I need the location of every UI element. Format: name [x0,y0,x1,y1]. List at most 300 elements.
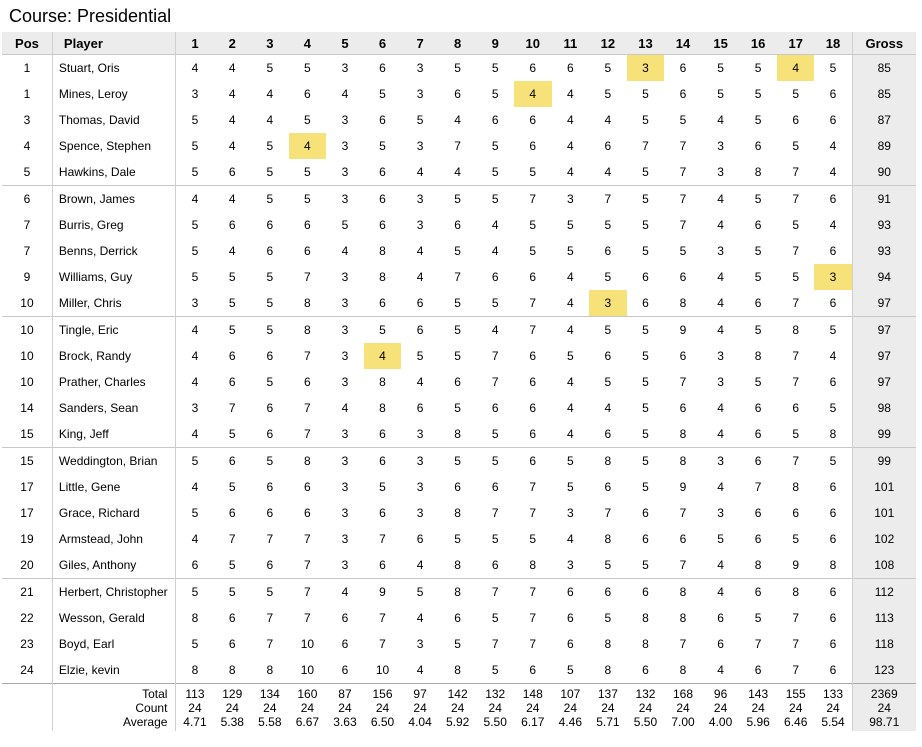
score-cell: 5 [176,579,214,606]
score-cell: 7 [304,270,311,284]
score-cell: 6 [829,87,837,101]
score-cell: 7 [792,165,800,179]
gross-cell: 99 [852,421,916,448]
score-cell: 4 [191,61,199,75]
table-row [2,290,916,317]
score-cell: 5 [491,532,499,546]
score-cell: 5 [627,186,665,213]
hole-count: 24 [563,701,577,715]
hole-header[interactable]: 10 [514,32,552,55]
score-cell: 5 [364,317,402,344]
score-cell: 6 [304,375,311,389]
table-row [2,186,916,213]
score-cell: 3 [717,506,724,520]
player-name[interactable]: Burris, Greg [52,212,176,238]
score-cell: 6 [454,87,461,101]
score-cell: 6 [228,637,236,651]
score-cell: 4 [566,113,574,127]
score-cell: 4 [191,349,199,363]
score-cell: 4 [829,165,837,179]
score-cell: 5 [454,244,461,258]
score-cell: 4 [416,165,424,179]
score-cell: 6 [491,401,499,415]
score-cell: 4 [176,317,214,344]
score-cell: 5 [228,270,236,284]
hole-total: 133 [823,687,844,701]
score-cell: 5 [604,558,612,572]
score-cell: 4 [341,87,349,101]
score-cell: 6 [228,218,236,232]
score-cell: 5 [754,113,762,127]
score-cell: 6 [266,558,274,572]
hole-summary [552,684,590,732]
score-cell: 6 [552,579,590,606]
hole-header[interactable]: 14 [664,32,702,55]
score-cell: 4 [176,186,214,213]
score-cell: 5 [491,427,499,441]
score-cell: 6 [717,611,724,625]
hole-header[interactable]: 8 [439,32,477,55]
player-header[interactable]: Player [52,32,176,55]
hole-count: 24 [225,701,239,715]
hole-average: 6.50 [370,715,395,729]
score-cell: 7 [529,506,537,520]
position-cell: 3 [2,107,52,133]
score-cell: 8 [228,663,236,677]
hole-total: 129 [222,687,243,701]
score-cell: 9 [364,579,402,606]
hole-count: 24 [789,701,803,715]
score-cell: 6 [454,611,461,625]
summary-row [2,684,916,732]
score-cell: 5 [642,218,649,232]
table-row [2,526,916,552]
score-cell: 5 [627,448,665,475]
hole-average: 6.46 [784,715,808,729]
score-cell: 4 [566,532,574,546]
hole-count: 24 [375,701,390,715]
score-cell: 6 [829,637,837,651]
hole-average: 4.04 [408,715,432,729]
gross-cell: 89 [852,133,916,159]
hole-header[interactable]: 4 [289,32,327,55]
score-cell: 5 [642,558,649,572]
score-cell: 7 [792,375,800,389]
hole-header[interactable]: 16 [739,32,777,55]
score-cell: 8 [777,579,815,606]
summary-pos-cell [2,684,52,732]
score-cell: 5 [792,532,800,546]
score-cell: 7 [679,637,687,651]
score-cell: 4 [566,296,574,310]
player-name[interactable]: Thomas, David [52,107,176,133]
score-cell: 4 [289,133,327,159]
score-cell: 5 [642,427,649,441]
score-cell: 7 [679,375,687,389]
score-cell: 5 [454,532,461,546]
score-cell: 8 [454,663,461,677]
score-cell: 8 [454,558,461,572]
pos-header[interactable]: Pos [2,32,52,55]
score-cell: 6 [364,448,402,475]
course-title: Course: Presidential [9,6,172,26]
score-cell: 5 [754,375,762,389]
score-cell: 8 [829,427,837,441]
score-cell: 8 [604,637,612,651]
player-name[interactable]: Williams, Guy [52,264,176,290]
score-cell: 8 [289,317,327,344]
player-name[interactable]: Giles, Anthony [52,552,176,579]
score-cell: 8 [304,296,311,310]
player-name[interactable]: Herbert, Christopher [52,579,176,606]
score-cell: 6 [642,506,649,520]
score-cell: 8 [792,480,800,494]
player-name[interactable]: Stuart, Oris [52,55,176,82]
score-cell: 6 [228,611,236,625]
hole-summary [364,684,402,732]
score-cell: 6 [566,611,574,625]
score-cell: 5 [454,296,461,310]
score-cell: 6 [679,532,687,546]
score-cell: 5 [416,349,424,363]
hole-total: 107 [560,687,581,701]
player-name[interactable]: Grace, Richard [52,500,176,526]
score-cell: 7 [491,349,499,363]
hole-average: 5.38 [220,715,244,729]
score-cell: 5 [191,244,199,258]
score-cell: 7 [454,139,461,153]
hole-total: 96 [713,687,728,701]
score-cell: 5 [341,218,349,232]
player-name[interactable]: Armstead, John [52,526,176,552]
score-cell: 6 [679,61,687,75]
hole-header[interactable]: 9 [476,32,514,55]
total-label: Total [142,687,168,701]
score-cell: 8 [679,296,687,310]
hole-average: 4.46 [558,715,582,729]
hole-summary [439,684,477,732]
hole-header[interactable]: 3 [251,32,289,55]
position-cell: 10 [2,290,52,317]
score-cell: 6 [642,296,649,310]
score-cell: 5 [566,480,574,494]
position-cell: 10 [2,369,52,395]
hole-summary [176,684,214,732]
score-cell: 4 [566,139,574,153]
score-cell: 3 [191,401,199,415]
score-cell: 6 [379,165,386,179]
score-cell: 6 [589,579,627,606]
score-cell: 6 [679,349,687,363]
score-cell: 4 [191,532,199,546]
hole-header[interactable]: 5 [326,32,364,55]
player-name[interactable]: Prather, Charles [52,369,176,395]
score-cell: 6 [341,663,349,677]
score-cell: 6 [454,480,461,494]
score-cell: 3 [627,55,665,82]
score-cell: 7 [679,139,687,153]
player-name[interactable]: Miller, Chris [52,290,176,317]
score-cell: 7 [529,480,537,494]
score-cell: 6 [379,558,386,572]
score-cell: 4 [717,480,724,494]
score-cell: 5 [251,448,289,475]
score-cell: 4 [829,349,837,363]
score-cell: 6 [529,270,537,284]
score-cell: 7 [266,611,274,625]
score-cell: 5 [754,244,762,258]
hole-header[interactable]: 15 [702,32,740,55]
score-cell: 7 [792,663,800,677]
score-cell: 6 [604,349,612,363]
score-cell: 3 [416,427,424,441]
hole-header[interactable]: 13 [627,32,665,55]
score-cell: 7 [529,611,537,625]
score-cell: 5 [439,186,477,213]
score-cell: 4 [491,244,499,258]
score-cell: 4 [266,87,274,101]
score-cell: 7 [304,401,311,415]
hole-total: 132 [635,687,656,701]
score-cell: 5 [529,218,537,232]
score-cell: 6 [829,480,837,494]
score-cell: 5 [266,270,274,284]
score-cell: 6 [379,506,386,520]
player-name[interactable]: Wesson, Gerald [52,605,176,631]
player-name[interactable]: Tingle, Eric [52,317,176,344]
score-cell: 6 [529,427,537,441]
score-cell: 4 [717,113,724,127]
score-cell: 5 [754,61,762,75]
score-cell: 6 [379,61,386,75]
score-cell: 6 [642,532,649,546]
score-cell: 4 [228,244,236,258]
score-cell: 3 [341,349,349,363]
score-cell: 7 [792,349,800,363]
score-cell: 7 [266,532,274,546]
score-cell: 8 [642,611,649,625]
score-cell: 8 [604,532,612,546]
hole-average: 4.00 [708,715,733,729]
score-cell: 5 [454,637,461,651]
gross-cell: 113 [852,605,916,631]
score-cell: 8 [439,579,477,606]
player-name[interactable]: Brock, Randy [52,343,176,369]
player-name[interactable]: Hawkins, Dale [52,159,176,186]
score-cell: 5 [642,113,649,127]
score-cell: 4 [777,55,815,82]
player-name[interactable]: King, Jeff [52,421,176,448]
score-cell: 6 [491,558,499,572]
hole-summary [702,684,740,732]
position-cell: 22 [2,605,52,631]
hole-average: 5.58 [258,715,282,729]
score-cell: 5 [627,317,665,344]
score-cell: 5 [251,317,289,344]
score-cell: 4 [416,558,424,572]
score-cell: 8 [829,558,837,572]
score-cell: 4 [702,317,740,344]
table-row [2,133,916,159]
hole-average: 6.17 [521,715,545,729]
gross-cell: 102 [852,526,916,552]
position-cell: 20 [2,552,52,579]
score-cell: 7 [792,244,800,258]
score-cell: 4 [191,427,199,441]
hole-summary [664,684,702,732]
score-cell: 6 [754,506,762,520]
hole-header[interactable]: 17 [777,32,815,55]
score-cell: 5 [228,296,236,310]
gross-cell: 85 [852,81,916,107]
score-cell: 6 [754,663,762,677]
player-name[interactable]: Sanders, Sean [52,395,176,421]
table-row [2,81,916,107]
score-cell: 6 [604,427,612,441]
score-cell: 5 [529,244,537,258]
score-cell: 5 [792,87,800,101]
score-cell: 7 [754,637,762,651]
hole-summary [401,684,439,732]
score-cell: 3 [191,87,199,101]
score-cell: 8 [589,448,627,475]
hole-count: 24 [188,701,202,715]
score-cell: 3 [416,480,424,494]
player-name[interactable]: Mines, Leroy [52,81,176,107]
score-cell: 5 [754,270,762,284]
player-name[interactable]: Weddington, Brian [52,448,176,475]
player-name[interactable]: Brown, James [52,186,176,213]
score-cell: 3 [566,558,574,572]
gross-cell: 90 [852,159,916,186]
score-cell: 6 [754,532,762,546]
hole-header[interactable]: 11 [552,32,590,55]
score-cell: 6 [829,532,837,546]
player-name[interactable]: Little, Gene [52,474,176,500]
score-cell: 9 [679,480,687,494]
score-cell: 4 [717,218,724,232]
hole-header[interactable]: 6 [364,32,402,55]
count-label: Count [135,701,168,715]
score-cell: 7 [642,139,649,153]
gross-cell: 97 [852,317,916,344]
score-cell: 4 [191,480,199,494]
score-cell: 5 [792,270,800,284]
table-row [2,212,916,238]
hole-summary [627,684,665,732]
gross-cell: 118 [852,631,916,657]
score-cell: 10 [300,663,315,677]
score-cell: 6 [754,218,762,232]
score-cell: 4 [416,244,424,258]
score-cell: 3 [416,506,424,520]
position-cell: 4 [2,133,52,159]
score-cell: 4 [717,296,724,310]
hole-summary [326,684,364,732]
score-cell: 7 [304,532,311,546]
table-row [2,107,916,133]
hole-total: 168 [673,687,694,701]
score-cell: 7 [679,558,687,572]
table-row [2,579,916,606]
hole-average: 5.54 [821,715,845,729]
table-row [2,264,916,290]
hole-total: 97 [413,687,427,701]
score-cell: 6 [341,611,349,625]
score-cell: 3 [401,448,439,475]
score-cell: 5 [176,448,214,475]
player-name[interactable]: Spence, Stephen [52,133,176,159]
player-name[interactable]: Elzie, kevin [52,657,176,684]
score-cell: 7 [228,401,236,415]
score-cell: 4 [416,663,424,677]
score-cell: 7 [792,611,800,625]
score-cell: 3 [341,375,349,389]
player-name[interactable]: Boyd, Earl [52,631,176,657]
score-cell: 6 [566,637,574,651]
gross-cell: 93 [852,238,916,264]
hole-summary [814,684,852,732]
score-cell: 5 [491,61,499,75]
score-cell: 7 [266,637,274,651]
score-cell: 8 [379,270,386,284]
hole-count: 24 [450,701,465,715]
score-cell: 3 [341,558,349,572]
score-cell: 3 [191,296,199,310]
score-cell: 5 [754,87,762,101]
gross-cell: 112 [852,579,916,606]
hole-count: 24 [713,701,728,715]
score-cell: 6 [266,427,274,441]
score-cell: 3 [401,186,439,213]
gross-cell: 101 [852,474,916,500]
score-cell: 5 [191,113,199,127]
position-cell: 15 [2,421,52,448]
score-cell: 7 [664,186,702,213]
score-cell: 6 [754,401,762,415]
table-row [2,343,916,369]
hole-summary [289,684,327,732]
gross-cell: 97 [852,343,916,369]
score-cell: 6 [829,663,837,677]
score-cell: 4 [604,113,612,127]
hole-header[interactable]: 2 [213,32,251,55]
player-name[interactable]: Benns, Derrick [52,238,176,264]
score-cell: 6 [213,448,251,475]
gross-header[interactable]: Gross [852,32,916,55]
score-cell: 7 [777,186,815,213]
position-cell: 15 [2,448,52,475]
header-row [2,32,916,55]
hole-header[interactable]: 12 [589,32,627,55]
hole-count: 24 [638,701,653,715]
score-cell: 5 [814,448,852,475]
score-cell: 6 [341,637,349,651]
score-cell: 4 [326,579,364,606]
score-cell: 6 [829,296,837,310]
score-cell: 10 [375,663,390,677]
score-cell: 3 [341,139,349,153]
hole-header[interactable]: 1 [176,32,214,55]
score-cell: 8 [679,663,687,677]
table-row [2,605,916,631]
score-cell: 6 [266,349,274,363]
gross-cell: 101 [852,500,916,526]
hole-header[interactable]: 7 [401,32,439,55]
score-cell: 7 [379,532,386,546]
hole-average: 7.00 [671,715,695,729]
hole-header[interactable]: 18 [814,32,852,55]
